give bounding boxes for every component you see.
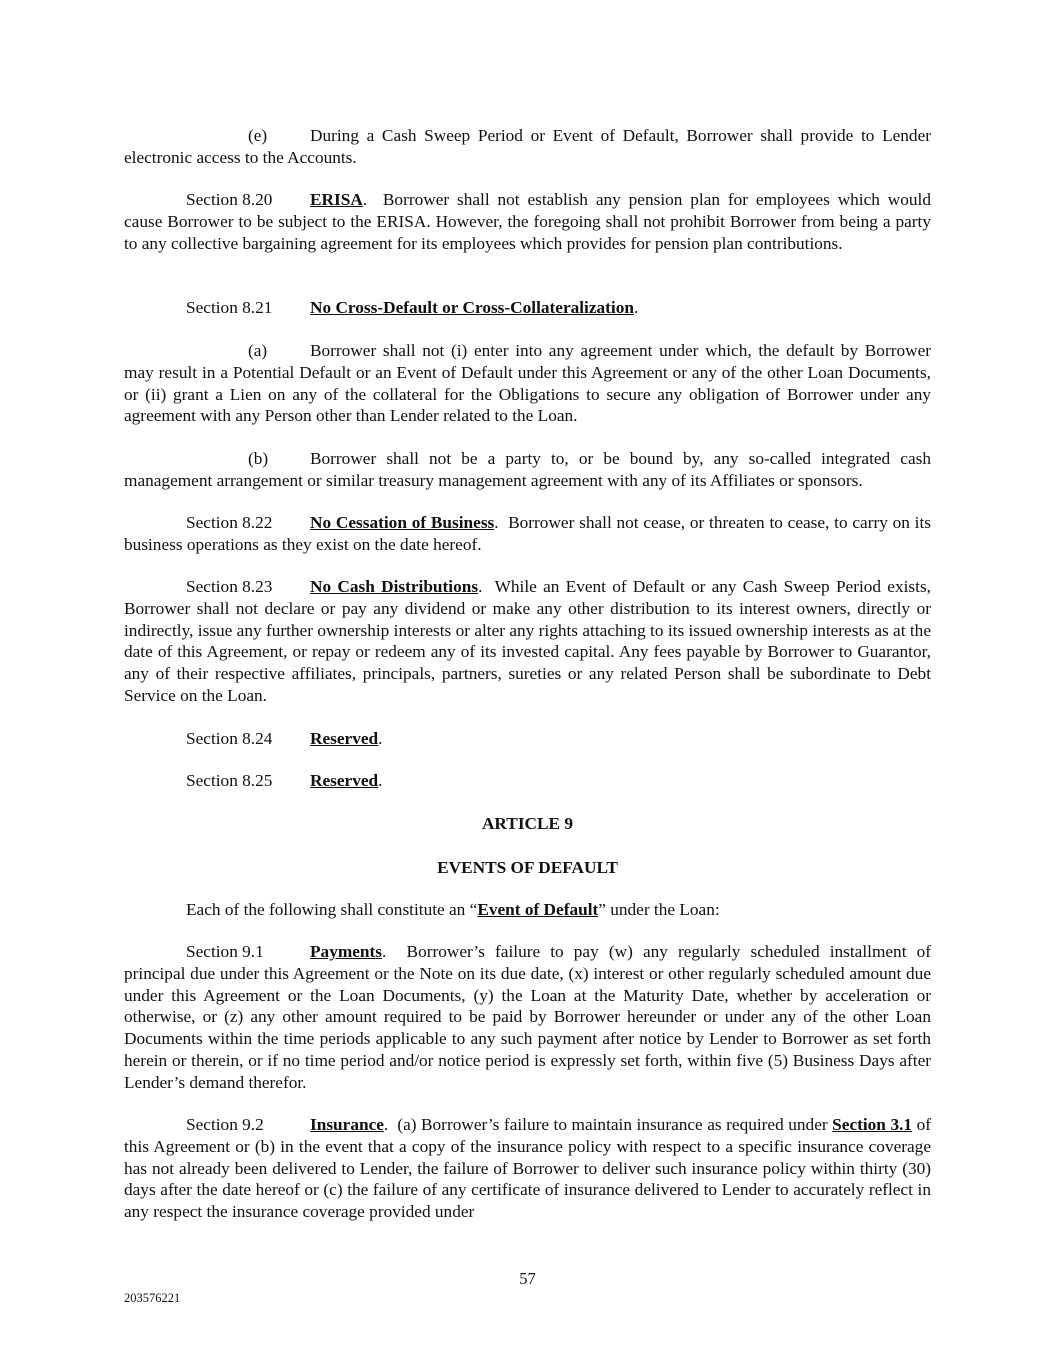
section-8-21: Section 8.21 No Cross-Default or Cross-Collateralization.: [186, 298, 639, 317]
section-8-25: Section 8.25 Reserved.: [186, 771, 383, 790]
section-number: Section 8.22: [186, 513, 273, 532]
section-heading: Payments: [310, 942, 382, 961]
section-number: Section 8.21: [186, 298, 273, 317]
section-number: Section 9.2: [186, 1115, 264, 1134]
section-number: Section 9.1: [186, 942, 264, 961]
section-heading: No Cross-Default or Cross-Collateralization: [310, 298, 634, 317]
item-number: (a): [248, 341, 268, 360]
paragraph-8-21b: [124, 448, 931, 492]
section-number: Section 8.24: [186, 729, 273, 748]
section-number: Section 8.23: [186, 577, 273, 596]
section-8-23: Section 8.23 No Cash Distributions. While an Event of Default or any Cash Sweep Period exists, Borrower shall not declare or pay any dividend or make any other distribution to its interest owners, directly or indirectly, issue any further ownership interests or alter any rights attaching to its issued ownership interests as at the date of this Agreement, or repay or redeem any of its invested capital. Any fees payable by Borrower to Guarantor, any of their respective affiliates, principals, partners, sureties or any related Person shall be subordinate to Debt Service on the Loan.: [124, 577, 931, 705]
section-text: Borrower’s failure to pay (w) any regularly scheduled installment of principal due under this Agreement or the Note on its due date, (x) interest or other regularly scheduled amount due under this Agreement or the Loan Documents, (y) the Loan at the Maturity Date, whether by acceleration or otherwise, or (z) any other amount required to be paid by Borrower hereunder or under any of the other Loan Documents within the time periods applicable to any such payment after notice by Lender to Borrower as set forth herein or therein, or if no time period and/or notice period is expressly set forth, within five (5) Business Days after Lender’s demand therefor.: [124, 942, 931, 1092]
item-number: (e): [248, 126, 268, 145]
intro-text-end: ” under the Loan:: [598, 900, 720, 919]
section-9-2: Section 9.2 Insurance. (a) Borrower’s failure to maintain insurance as required under Section 3.1 of this Agreement or (b) in the event that a copy of the insurance policy with respect to a specific insurance coverage has not already been delivered to Lender, the failure of Borrower to deliver such insurance policy within thirty (30) days after the date hereof or (c) the failure of any certificate of insurance delivered to Lender to accurately reflect in any respect the insurance coverage provided under: [124, 1115, 931, 1222]
paragraph-8-19e: [124, 125, 931, 169]
intro-text: Each of the following shall constitute an “: [186, 900, 478, 919]
section-text: (a) Borrower’s failure to maintain insurance as required under: [397, 1115, 828, 1134]
paragraph-text: During a Cash Sweep Period or Event of Default, Borrower shall provide to Lender electronic access to the Accounts.: [124, 126, 931, 167]
section-text: Borrower shall not establish any pension plan for employees which would cause Borrower to be subject to the ERISA. However, the foregoing shall not prohibit Borrower from being a party to any collective bargaining agreement for its employees which provides for pension plan contributions.: [124, 190, 932, 253]
section-number: Section 8.25: [186, 771, 273, 790]
item-number: (b): [248, 449, 269, 468]
paragraph-text: Borrower shall not be a party to, or be bound by, any so-called integrated cash management arrangement or similar treasury management agreement with any of its Affiliates or sponsors.: [124, 449, 931, 490]
section-text-continued: of this Agreement or (b) in the event that a copy of the insurance policy with respect to a specific insurance coverage has not already been delivered to Lender, the failure of Borrower to deliver such insurance policy within thirty (30) days after the date hereof or (c) the failure of any certificate of insurance delivered to Lender to accurately reflect in any respect the insurance coverage provided under: [124, 1115, 931, 1222]
section-heading: Reserved: [310, 729, 379, 748]
section-number: Section 8.20: [186, 190, 273, 209]
article-title: ARTICLE 9: [481, 814, 574, 833]
section-heading: ERISA: [310, 190, 363, 209]
cross-reference: Section 3.1: [832, 1115, 913, 1134]
article-subtitle: EVENTS OF DEFAULT: [437, 858, 618, 877]
section-heading: Reserved: [310, 771, 379, 790]
section-8-24: Section 8.24 Reserved.: [186, 729, 383, 748]
article-intro: [124, 899, 931, 921]
paragraph-text: Borrower shall not (i) enter into any agreement under which, the default by Borrower may result in a Potential Default or an Event of Default under this Agreement or any of the other Loan Documents, or (ii) grant a Lien on any of the collateral for the Obligations to secure any obligation of Borrower under any agreement with any Person other than Lender related to the Loan.: [124, 341, 931, 426]
section-text: While an Event of Default or any Cash Sweep Period exists, Borrower shall not declare or pay any dividend or make any other distribution to its interest owners, directly or indirectly, issue any further ownership interests or alter any rights attaching to its issued ownership interests as at the date of this Agreement, or repay or redeem any of its invested capital. Any fees payable by Borrower to Guarantor, any of their respective affiliates, principals, partners, sureties or any related Person shall be subordinate to Debt Service on the Loan.: [124, 577, 931, 705]
section-heading: Insurance: [310, 1115, 384, 1134]
section-8-22: Section 8.22 No Cessation of Business. Borrower shall not cease, or threaten to cease, to carry on its business operations as they exist on the date hereof.: [124, 513, 931, 554]
page-number: 57: [519, 1269, 536, 1288]
section-text: Borrower shall not cease, or threaten to cease, to carry on its business operations as they exist on the date hereof.: [124, 513, 931, 554]
section-8-20: Section 8.20 ERISA. Borrower shall not establish any pension plan for employees which would cause Borrower to be subject to the ERISA. However, the foregoing shall not prohibit Borrower from being a party to any collective bargaining agreement for its employees which provides for pension plan contributions.: [124, 190, 932, 253]
section-9-1: Section 9.1 Payments. Borrower’s failure to pay (w) any regularly scheduled installment of principal due under this Agreement or the Note on its due date, (x) interest or other regularly scheduled amount due under this Agreement or the Loan Documents, (y) the Loan at the Maturity Date, whether by acceleration or otherwise, or (z) any other amount required to be paid by Borrower hereunder or under any of the other Loan Documents within the time periods applicable to any such payment after notice by Lender to Borrower as set forth herein or therein, or if no time period and/or notice period is expressly set forth, within five (5) Business Days after Lender’s demand therefor.: [124, 942, 931, 1092]
section-heading: No Cash Distributions: [310, 577, 479, 596]
section-heading: No Cessation of Business: [310, 513, 495, 532]
document-id: 203576221: [124, 1291, 181, 1305]
defined-term: Event of Default: [477, 900, 599, 919]
paragraph-8-21a: [124, 340, 931, 427]
